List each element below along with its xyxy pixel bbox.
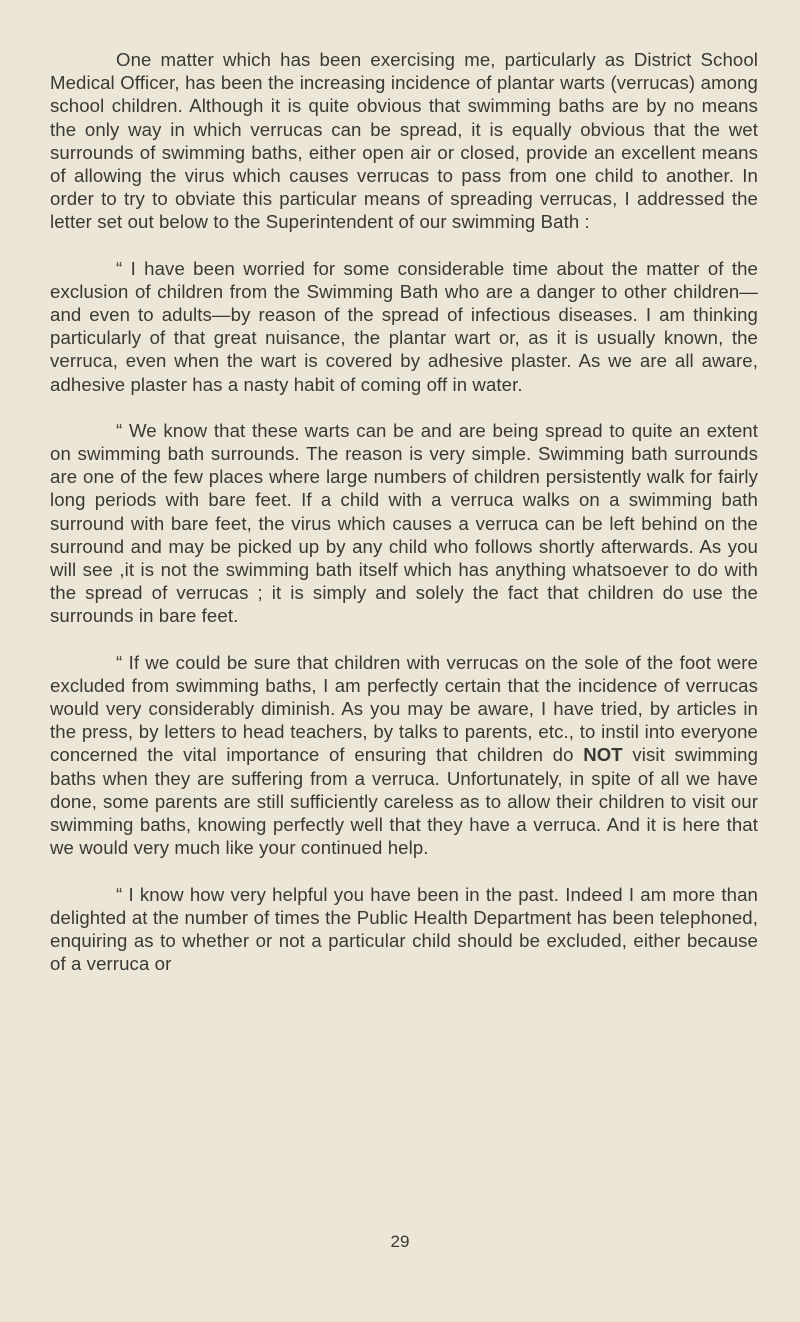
page-number: 29	[390, 1232, 410, 1251]
paragraph-letter-exclusion	[50, 651, 758, 860]
document-page	[50, 48, 758, 998]
paragraph-text-after: visit swimming baths when they are suffering from a verruca. Unfortunately, in spite of all we have done, some parents are still sufficiently careless as to allow their children to visit our swimming baths, knowing perfectly well that they have a verruca. And it is here that we would very much like your continued help.	[50, 744, 759, 859]
emphasis-not: NOT	[583, 744, 623, 766]
paragraph-letter-worried: “ I have been worried for some considerable time about the matter of the exclusion of children from the Swimming Bath who are a danger to other children—and even to adults—by reason of the spread of infectious diseases. I am thinking particularly of that great nuisance, the plantar wart or, as it is usually known, the verruca, even when the wart is covered by adhesive plaster. As we are all aware, adhesive plaster has a nasty habit of coming off in water.	[50, 257, 758, 395]
paragraph-text-before: “ If we could be sure that children with verrucas on the sole of the foot were excluded from swimming baths, I am perfectly certain that the incidence of verrucas would very considerably diminish. As you may be aware, I have tried, by articles in the press, by letters to head teachers, by talks to parents, etc., to instil into everyone concerned the vital importance of ensuring that children do	[50, 651, 758, 766]
paragraph-letter-helpful: “ I know how very helpful you have been in the past. Indeed I am more than delighted at the number of times the Public Health Department has been telephoned, enquiring as to whether or not a particular child should be excluded, either because of a verruca or	[50, 883, 758, 975]
paragraph-letter-surrounds: “ We know that these warts can be and are being spread to quite an extent on swimming bath surrounds. The reason is very simple. Swimming bath surrounds are one of the few places where large numbers of children persistently walk for fairly long periods with bare feet. If a child with a verruca walks on a swimming bath surround with bare feet, the virus which causes a verruca can be left behind on the surround and may be picked up by any child who follows shortly afterwards. As you will see ,it is not the swimming bath itself which has anything whatsoever to do with the spread of verrucas ; it is simply and solely the fact that children do use the surrounds in bare feet.	[50, 419, 758, 627]
paragraph-intro: One matter which has been exercising me, particularly as District School Medical Officer, has been the increasing incidence of plantar warts (verrucas) among school children. Although it is quite obvious that swimming baths are by no means the only way in which verrucas can be spread, it is equally obvious that the wet surrounds of swimming baths, either open air or closed, provide an excellent means of allowing the virus which causes verrucas to pass from one child to another. In order to try to obviate this particular means of spreading verrucas, I addressed the letter set out below to the Superintendent of our swimming Bath :	[50, 49, 758, 233]
